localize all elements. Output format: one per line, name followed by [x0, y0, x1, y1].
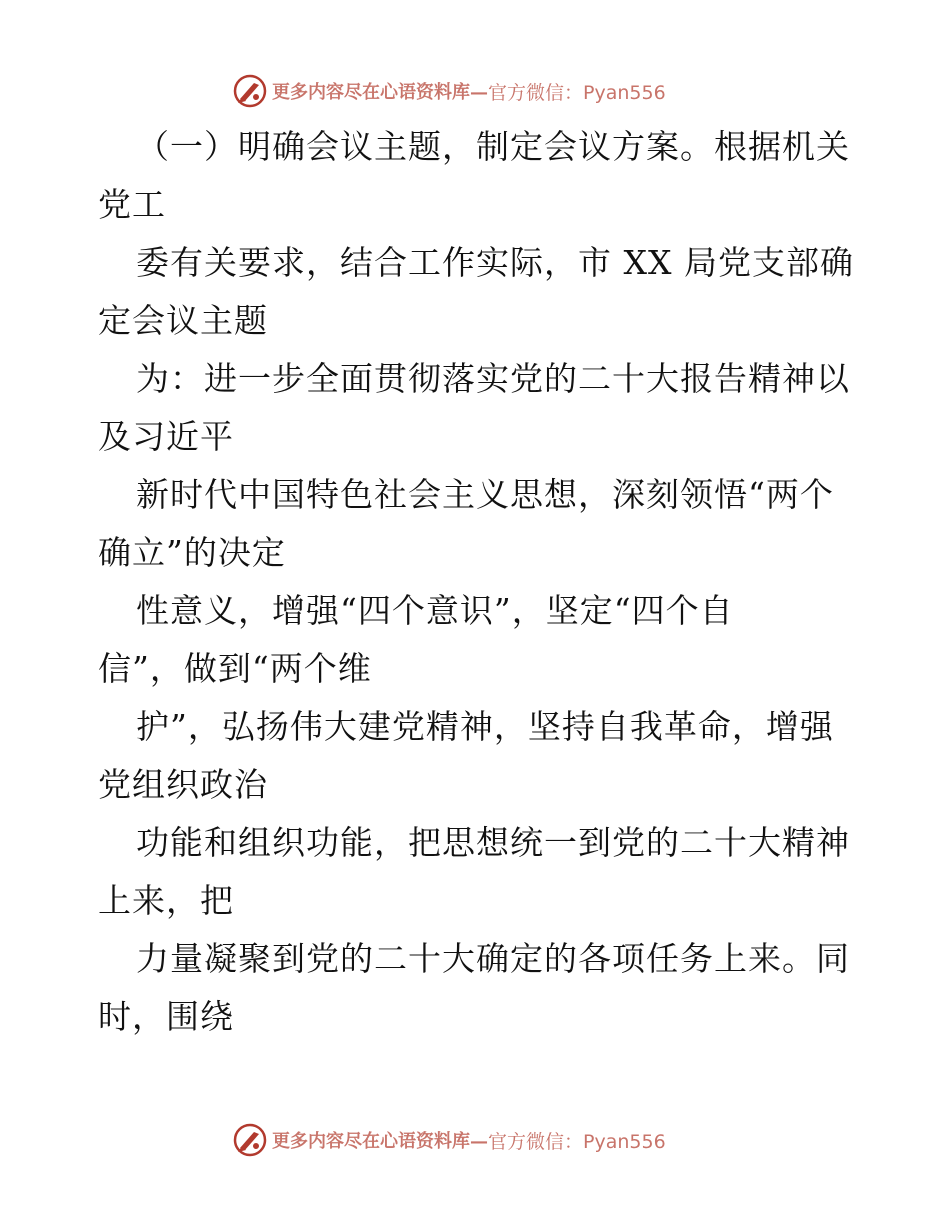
body-line: 护”，弘扬伟大建党精神，坚持自我革命，增强: [136, 707, 834, 746]
body-line: 党工: [98, 185, 166, 224]
body-line: 力量凝聚到党的二十大确定的各项任务上来。同: [136, 939, 850, 978]
banner-contact: 官方微信：Pyan556: [488, 1130, 666, 1153]
body-line: 确立”的决定: [98, 533, 286, 572]
banner-slogan: 更多内容尽在心语资料库—: [272, 82, 488, 103]
header-banner: [232, 72, 666, 110]
body-line: 定会议主题: [98, 301, 268, 340]
body-line: 新时代中国特色社会主义思想，深刻领悟“两个: [136, 475, 834, 514]
body-line: （一）明确会议主题，制定会议方案。根据机关: [136, 127, 850, 166]
pen-circle-logo-icon: [232, 1122, 268, 1158]
body-line: 为：进一步全面贯彻落实党的二十大报告精神以: [136, 359, 850, 398]
body-line: 及习近平: [98, 417, 234, 456]
body-line: 性意义，增强“四个意识”，坚定“四个自: [136, 591, 734, 630]
banner-contact: 官方微信：Pyan556: [488, 81, 666, 104]
body-line: 委有关要求，结合工作实际，市 XX 局党支部确: [136, 243, 854, 282]
body-line: 上来，把: [98, 881, 234, 920]
pen-circle-logo-icon: [232, 73, 268, 109]
banner-slogan: 更多内容尽在心语资料库—: [272, 1131, 488, 1152]
footer-banner: [232, 1121, 666, 1159]
body-line: 信”，做到“两个维: [98, 649, 372, 688]
document-body: [98, 118, 858, 1046]
body-line: 时，围绕: [98, 997, 234, 1036]
body-line: 党组织政治: [98, 765, 268, 804]
body-line: 功能和组织功能，把思想统一到党的二十大精神: [136, 823, 850, 862]
